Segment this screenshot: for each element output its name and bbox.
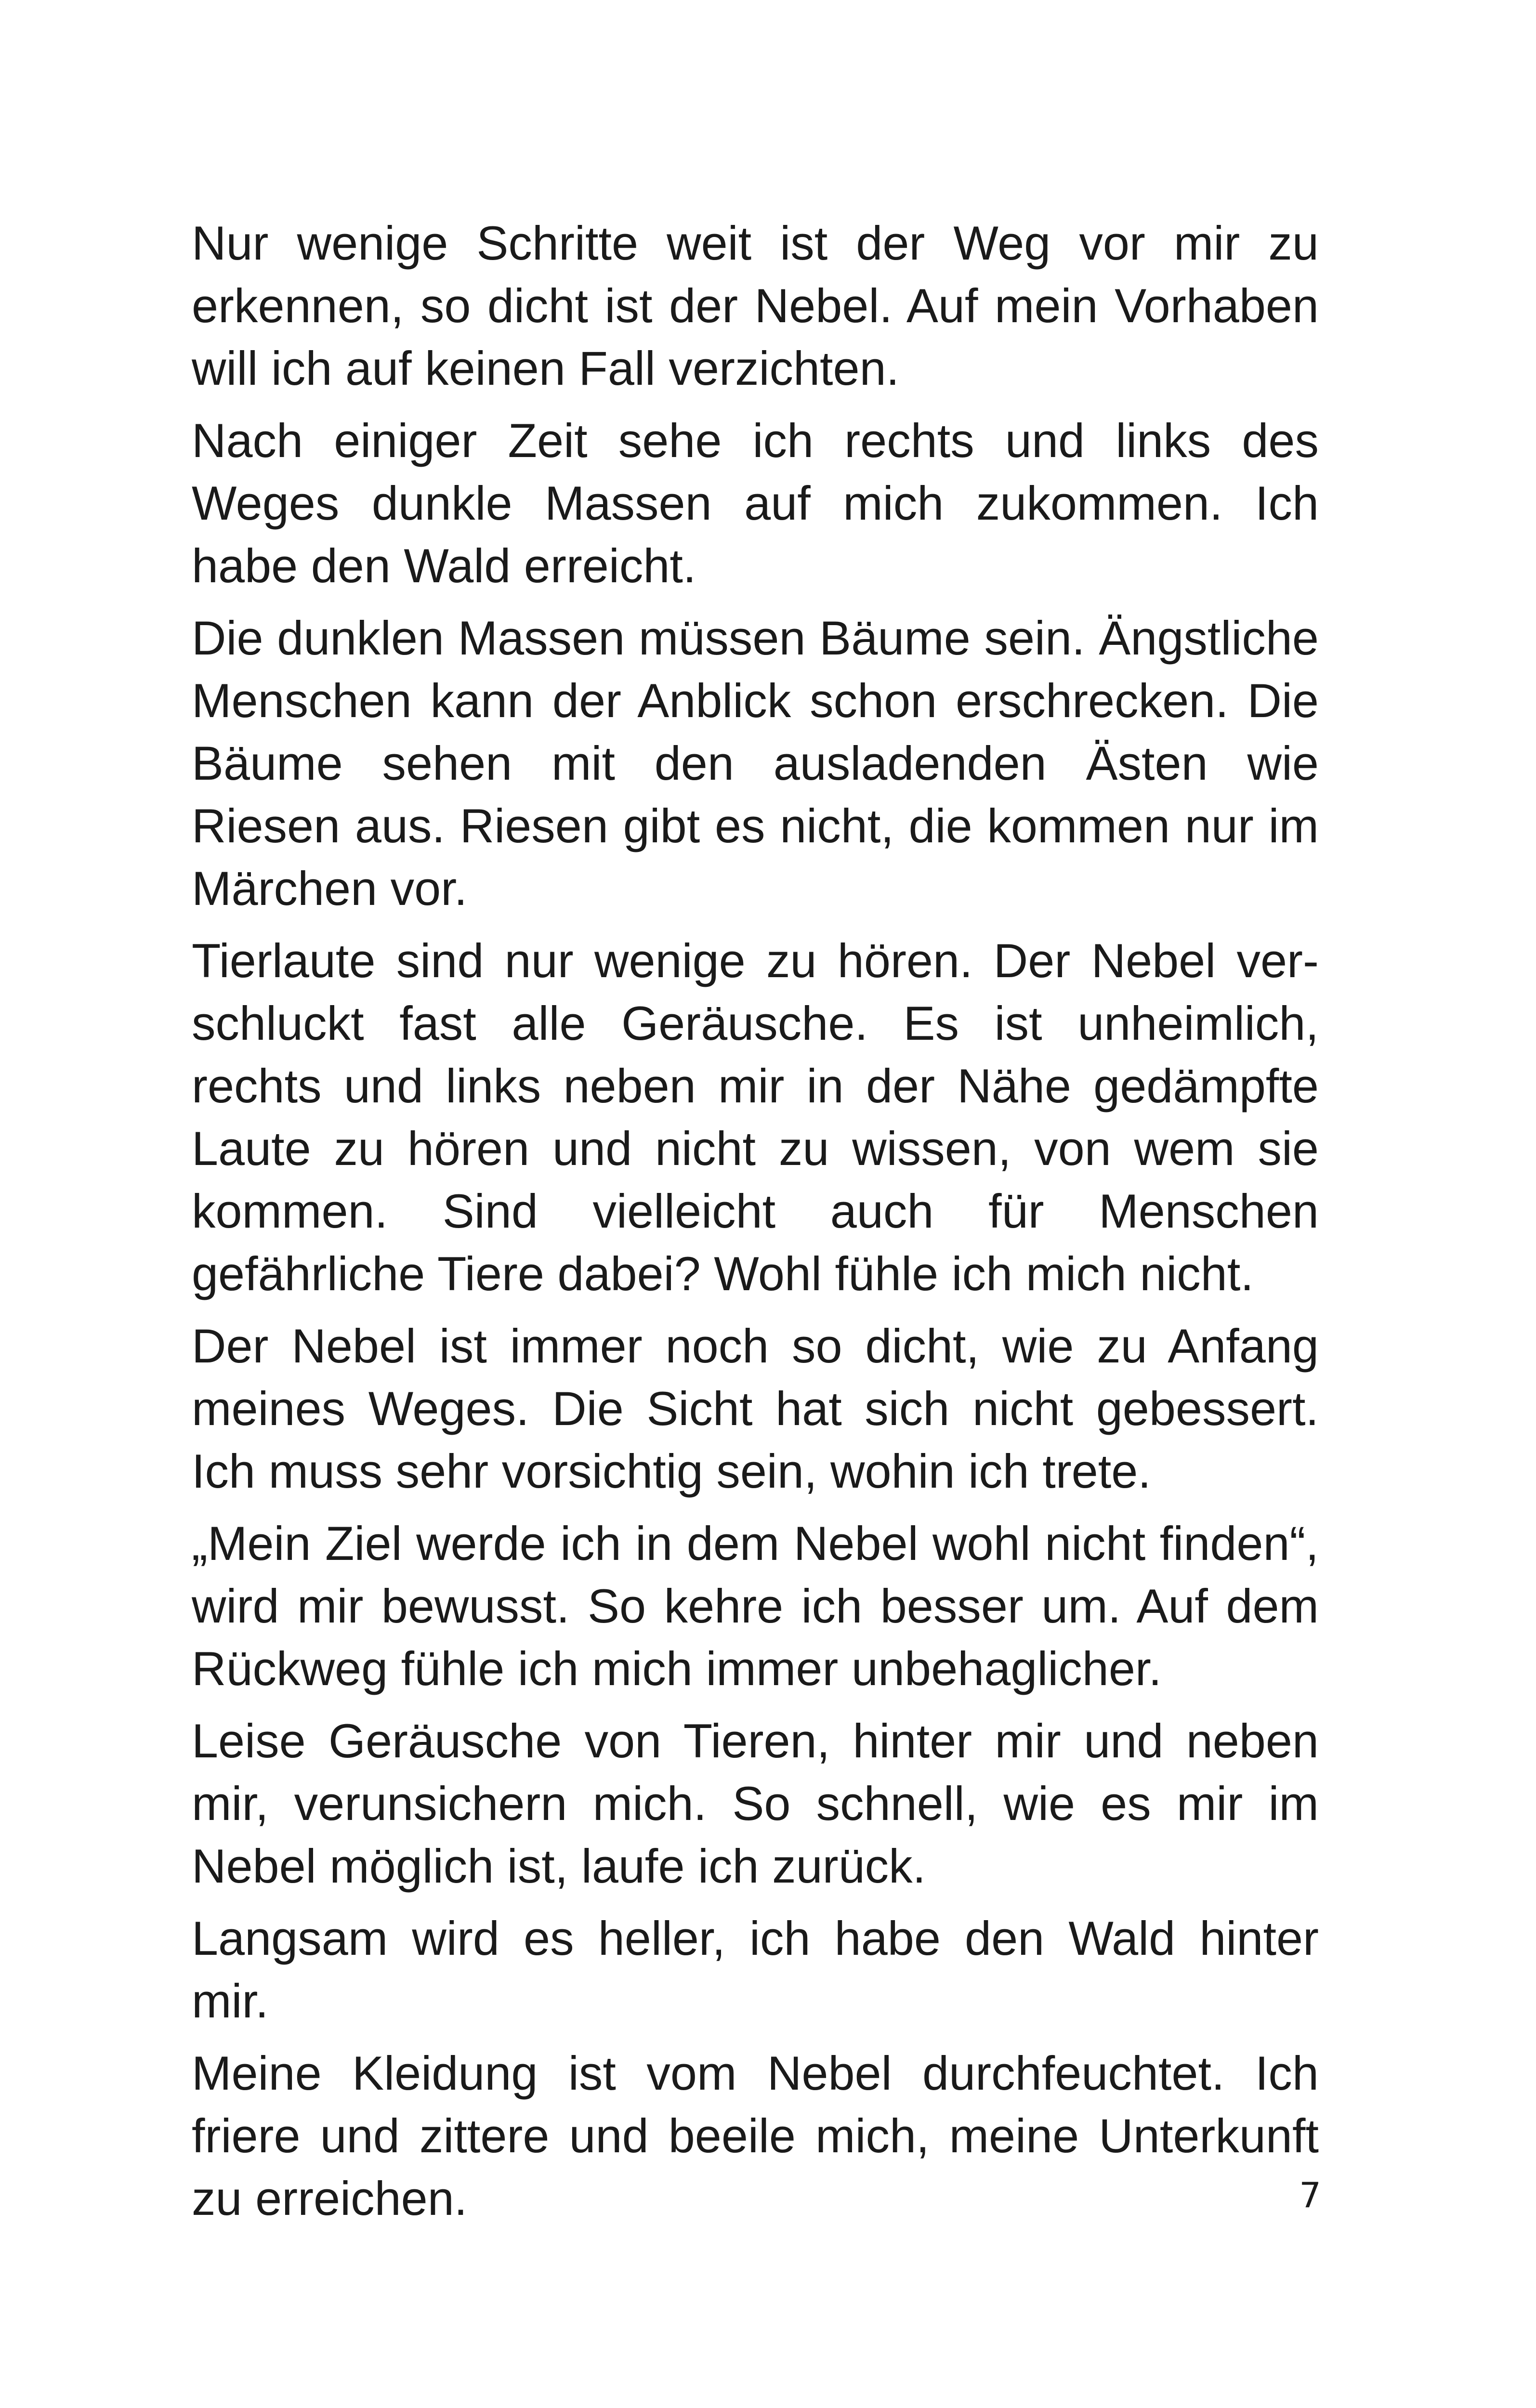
paragraph: Meine Kleidung ist vom Nebel durchfeuchtet. Ich friere und zittere und beeile mich, meine Unterkunft zu erreichen. bbox=[192, 2046, 1319, 2225]
paragraph: Langsam wird es heller, ich habe den Wald hinter mir. bbox=[192, 1911, 1319, 2028]
paragraph: Tierlaute sind nur wenige zu hören. Der Nebel verschluckt fast alle Geräusche. Es ist unheimlich, rechts und links neben mir in der Nähe gedämpfte Laute zu hören und nicht zu wissen, von wem sie kommen. Sind vielleicht auch für Menschen gefährliche Tiere dabei? Wohl fühle ich mich nicht. bbox=[192, 934, 1319, 1300]
paragraph: „Mein Ziel werde ich in dem Nebel wohl nicht finden“, wird mir bewusst. So kehre ich besser um. Auf dem Rückweg fühle ich mich immer unbehaglicher. bbox=[192, 1517, 1319, 1695]
paragraph: Nach einiger Zeit sehe ich rechts und links des Weges dunkle Massen auf mich zukommen. Ich habe den Wald erreicht. bbox=[192, 414, 1319, 592]
body-text bbox=[192, 212, 1319, 2239]
paragraph: Die dunklen Massen müssen Bäume sein. Ängstliche Menschen kann der Anblick schon erschrecken. Die Bäume sehen mit den ausladenden Ästen wie Riesen aus. Riesen gibt es nicht, die kommen nur im Märchen vor. bbox=[192, 611, 1319, 915]
paragraph: Leise Geräusche von Tieren, hinter mir und neben mir, verunsichern mich. So schnell, wie es mir im Nebel möglich ist, laufe ich zurück. bbox=[192, 1714, 1319, 1893]
paragraph: Nur wenige Schritte weit ist der Weg vor mir zu erkennen, so dicht ist der Nebel. Auf mein Vorhaben will ich auf keinen Fall verzichten. bbox=[192, 216, 1319, 395]
page-number: 7 bbox=[1299, 2175, 1321, 2215]
paragraph: Der Nebel ist immer noch so dicht, wie zu Anfang meines Weges. Die Sicht hat sich nicht gebessert. Ich muss sehr vorsichtig sein, wohin ich trete. bbox=[192, 1319, 1319, 1498]
